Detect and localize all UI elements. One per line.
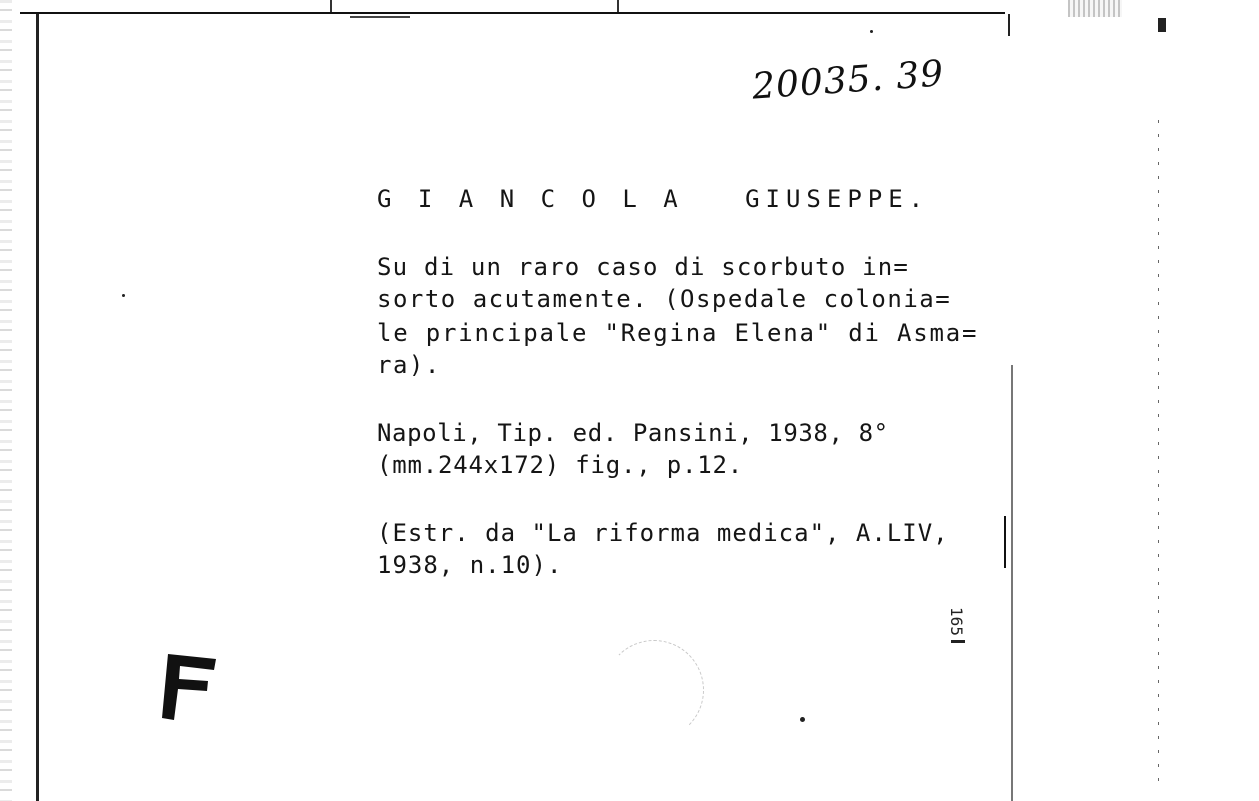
dust-speck xyxy=(870,30,873,33)
card-border-top xyxy=(20,12,1005,14)
catalog-number: 20035. 39 xyxy=(750,53,946,108)
author-heading: G I A N C O L A GIUSEPPE. xyxy=(377,185,930,213)
title-line: sorto acutamente. (Ospedale colonia= xyxy=(377,285,952,313)
corner-tick xyxy=(1158,18,1166,32)
card-border-right-mid xyxy=(1004,516,1006,568)
stamp-letter-f xyxy=(158,650,218,722)
card-border-right-lower xyxy=(1011,365,1013,801)
top-scan-mark xyxy=(350,16,410,18)
card-border-right-upper xyxy=(1008,14,1010,36)
side-number-dash xyxy=(951,640,965,643)
punch-hole xyxy=(604,640,704,740)
side-number: 165 xyxy=(946,607,966,636)
note-line: (Estr. da "La riforma medica", A.LIV, xyxy=(377,519,949,547)
top-scan-mark xyxy=(617,0,619,12)
title-line: ra). xyxy=(377,351,441,379)
next-card-dashed-edge xyxy=(1158,120,1159,790)
stamp-letter-f-glyph xyxy=(158,650,218,722)
top-scan-mark xyxy=(330,0,332,12)
imprint-line: Napoli, Tip. ed. Pansini, 1938, 8° xyxy=(377,419,889,447)
imprint-line: (mm.244x172) fig., p.12. xyxy=(377,451,743,479)
corner-scan-artifact xyxy=(1068,0,1122,17)
title-line: Su di un raro caso di scorbuto in= xyxy=(377,253,910,281)
scan-edge-left xyxy=(0,0,12,801)
title-line: le principale "Regina Elena" di Asma= xyxy=(377,319,979,347)
dust-speck xyxy=(122,294,125,297)
note-line: 1938, n.10). xyxy=(377,551,563,579)
card-border-left xyxy=(36,14,39,801)
dust-speck xyxy=(800,717,805,722)
